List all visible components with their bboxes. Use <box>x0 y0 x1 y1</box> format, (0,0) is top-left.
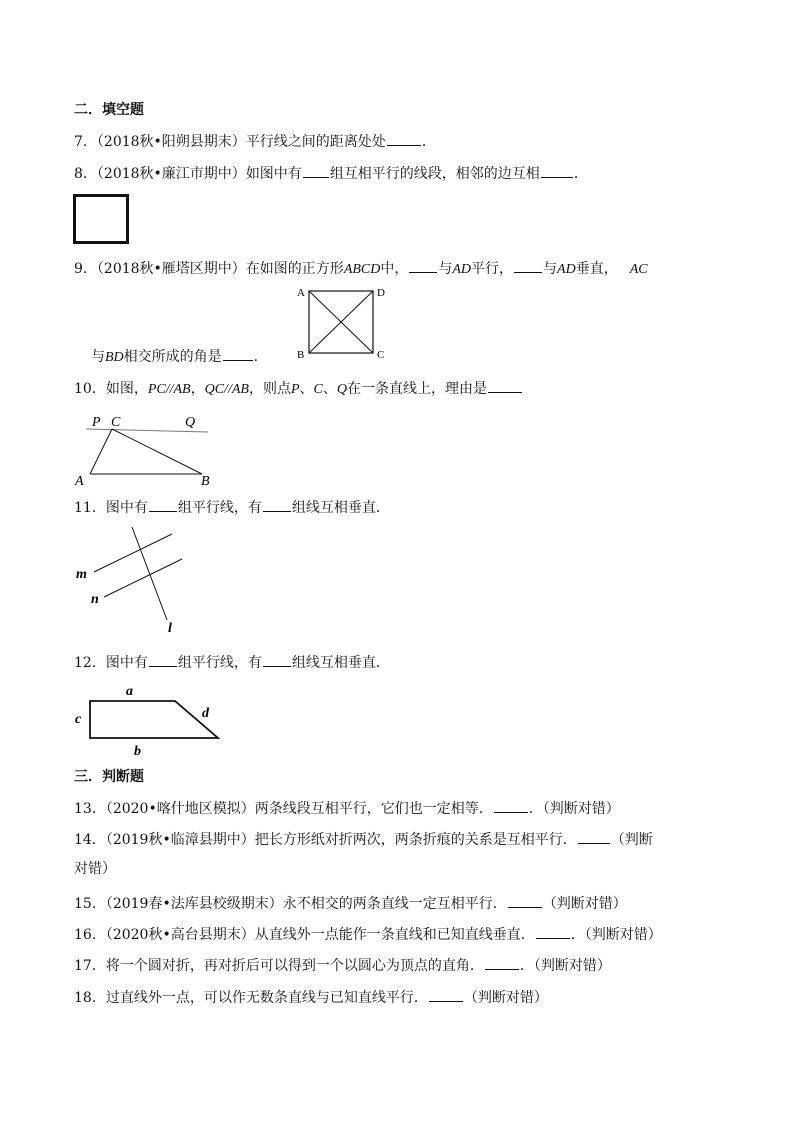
q13-answer-blank[interactable] <box>494 798 528 813</box>
label-a: A <box>297 287 305 299</box>
q10-number: 10． <box>74 381 106 397</box>
q11-lines-figure <box>72 525 197 637</box>
q14-answer-blank[interactable] <box>578 829 610 844</box>
q9-square-abcd-figure <box>295 284 390 362</box>
q9-answer-blank-2[interactable] <box>514 258 542 273</box>
section-title-fill-blank: 二．填空题 <box>74 102 144 118</box>
q12-number: 12． <box>74 655 106 671</box>
q12-answer-blank-1[interactable] <box>149 652 177 667</box>
question-11: 11．图中有 组平行线，有 组线互相垂直． <box>74 497 390 518</box>
q8-answer-blank-1[interactable] <box>303 163 329 178</box>
question-14-line-2: 对错） <box>74 861 116 877</box>
q18-answer-blank[interactable] <box>429 987 463 1002</box>
section-title-true-false: 三．判断题 <box>74 769 144 785</box>
q8-square-figure <box>73 194 129 244</box>
q17-answer-blank[interactable] <box>485 955 519 970</box>
q9-source: （2018秋•雁塔区期中） <box>96 261 246 277</box>
question-16: 16．（2020秋•高台县期末）从直线外一点能作一条直线和已知直线垂直． ．（判断对错） <box>74 924 662 945</box>
q7-number: 7． <box>74 134 97 150</box>
question-17: 17．将一个圆对折，再对折后可以得到一个以圆心为顶点的直角． ．（判断对错） <box>74 955 611 976</box>
q9-number: 9． <box>74 261 97 277</box>
q10-triangle-figure <box>72 410 217 488</box>
q16-number: 16． <box>74 927 106 943</box>
label-b: B <box>297 349 305 361</box>
q8-answer-blank-2[interactable] <box>541 163 573 178</box>
label-m: m <box>76 567 87 582</box>
question-12: 12．图中有 组平行线，有 组线互相垂直． <box>74 652 390 673</box>
q15-number: 15． <box>74 896 106 912</box>
label-p: P <box>92 415 101 430</box>
q8-number: 8． <box>74 166 97 182</box>
q17-number: 17． <box>74 958 106 974</box>
q12-answer-blank-2[interactable] <box>263 652 291 667</box>
question-10: 10．如图，PC//AB，QC//AB，则点P、C、Q在一条直线上，理由是 <box>74 378 523 400</box>
label-d: D <box>377 287 385 299</box>
label-d: d <box>202 706 209 721</box>
label-a: A <box>75 474 84 489</box>
label-c: c <box>75 712 82 727</box>
label-b: b <box>134 744 141 759</box>
question-15: 15．（2019春•法库县校级期末）永不相交的两条直线一定互相平行． （判断对错） <box>74 893 627 914</box>
question-9-line-2: 与BD相交所成的角是 ． <box>91 346 268 368</box>
q14-number: 14． <box>74 832 106 848</box>
q7-text: 平行线之间的距离处处 <box>245 134 386 150</box>
q15-answer-blank[interactable] <box>508 893 542 908</box>
label-c: C <box>111 415 121 430</box>
question-7: 7．（2018秋•阳朔县期末）平行线之间的距离处处 ． <box>74 131 436 152</box>
q15-source: （2019春•法库县校级期末） <box>105 896 283 912</box>
question-14: 14．（2019秋•临漳县期中）把长方形纸对折两次，两条折痕的关系是互相平行． （判断 <box>74 829 653 850</box>
q18-number: 18． <box>74 990 106 1006</box>
q16-source: （2020秋•高台县期末） <box>105 927 255 943</box>
q16-answer-blank[interactable] <box>536 924 570 939</box>
q12-trapezoid-figure <box>72 680 222 760</box>
q13-number: 13． <box>74 801 106 817</box>
label-n: n <box>91 592 99 607</box>
q7-source: （2018秋•阳朔县期末） <box>96 134 246 150</box>
q9-answer-blank-1[interactable] <box>409 258 437 273</box>
q11-answer-blank-2[interactable] <box>263 497 291 512</box>
q10-answer-blank[interactable] <box>488 378 522 393</box>
q13-source: （2020•喀什地区模拟） <box>105 801 255 817</box>
q11-answer-blank-1[interactable] <box>149 497 177 512</box>
question-9: 9．（2018秋•雁塔区期中）在如图的正方形ABCD中， 与AD平行， 与AD垂直， AC <box>74 258 648 280</box>
question-13: 13．（2020•喀什地区模拟）两条线段互相平行，它们也一定相等． ．（判断对错） <box>74 798 620 819</box>
q9-answer-blank-3[interactable] <box>223 346 253 361</box>
question-18: 18．过直线外一点，可以作无数条直线与已知直线平行． （判断对错） <box>74 987 548 1008</box>
label-q: Q <box>185 415 196 430</box>
label-a: a <box>126 684 133 699</box>
q14-source: （2019秋•临漳县期中） <box>105 832 255 848</box>
label-c: C <box>377 349 385 361</box>
label-l: l <box>168 621 172 636</box>
label-b: B <box>201 474 210 489</box>
question-8: 8．（2018秋•廉江市期中）如图中有 组互相平行的线段，相邻的边互相 ． <box>74 163 588 184</box>
q7-answer-blank[interactable] <box>387 131 421 146</box>
q8-source: （2018秋•廉江市期中） <box>96 166 246 182</box>
q11-number: 11． <box>74 500 106 516</box>
